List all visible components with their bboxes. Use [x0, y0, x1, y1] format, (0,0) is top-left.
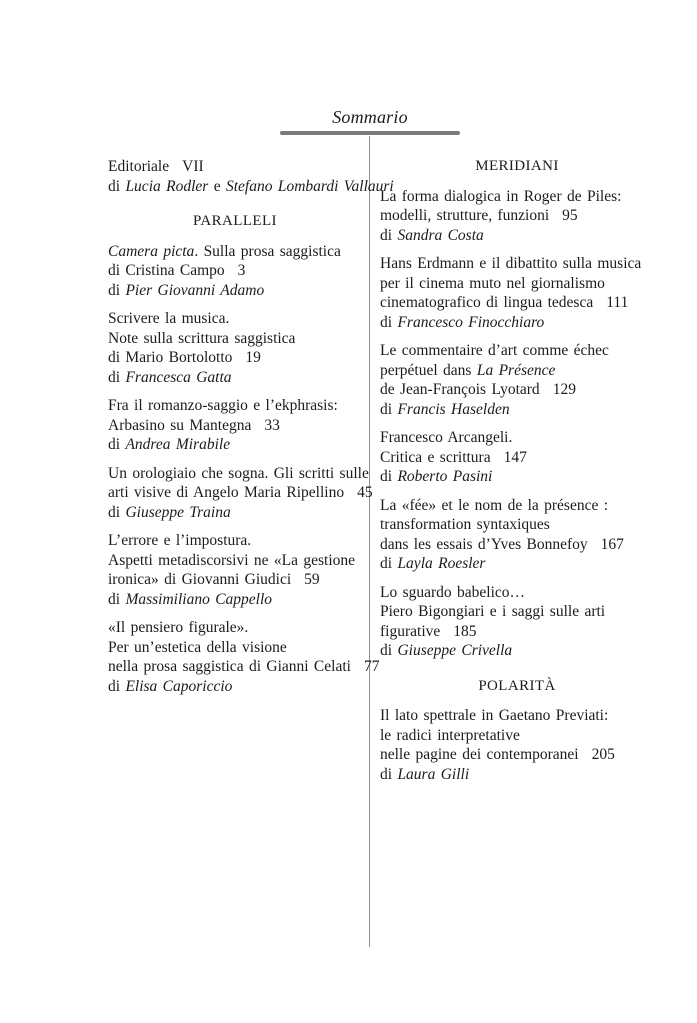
page-number: 33 [264, 416, 280, 434]
plain-text: Piero Bigongiari e i saggi sulle arti [380, 603, 606, 620]
toc-entry-line [380, 554, 654, 574]
toc-column-right [380, 157, 654, 793]
plain-text: cinematografico di lingua tedesca [380, 294, 594, 311]
plain-text: di Cristina Campo [108, 262, 225, 279]
toc-entry-line [108, 638, 362, 658]
title-rule [280, 131, 460, 135]
toc-entry-line [380, 187, 654, 207]
italic-text: Stefano Lombardi Vallauri [225, 177, 394, 195]
toc-entry-line [380, 745, 654, 765]
page-number: 95 [562, 207, 578, 224]
italic-text: Sandra Costa [397, 226, 484, 244]
toc-entry-line [380, 226, 654, 246]
plain-text: Aspetti metadiscorsivi ne «La gestione [108, 551, 356, 569]
toc-entry-line [380, 448, 654, 468]
plain-text: Francesco Arcangeli. [380, 429, 513, 446]
toc-entry [108, 157, 394, 196]
page-header [280, 106, 460, 135]
italic-text: La Présence [476, 361, 556, 379]
toc-entry-line [380, 467, 654, 487]
toc-entry-line [380, 293, 654, 313]
toc-entry-line [108, 157, 362, 177]
toc-entry-line [380, 428, 654, 448]
toc-entry-line [380, 274, 654, 294]
plain-text: nelle pagine dei contemporanei [380, 746, 579, 763]
toc-entry [380, 583, 654, 661]
toc-entry-line [380, 206, 654, 226]
italic-text: Pier Giovanni Adamo [125, 281, 265, 299]
plain-text: Fra il romanzo-saggio e l’ekphrasis: [108, 397, 338, 414]
toc-entry-line [108, 551, 362, 571]
plain-text: transformation syntaxiques [380, 516, 550, 533]
italic-text: Layla Roesler [397, 555, 486, 572]
plain-text: La «fée» et le nom de la présence : [380, 496, 609, 514]
plain-text: figurative [380, 622, 441, 640]
toc-entry-line [108, 396, 362, 416]
plain-text: Hans Erdmann e il dibattito sulla musica [380, 255, 642, 272]
toc-entry [108, 309, 362, 387]
plain-text: de Jean-François Lyotard [380, 381, 540, 398]
toc-entry-line [380, 496, 654, 516]
toc-entry-line [108, 657, 380, 677]
plain-text: di [380, 468, 398, 485]
toc-entry-line [380, 765, 654, 785]
toc-entry-line [380, 535, 654, 555]
italic-text: Camera picta [108, 242, 195, 260]
toc-entry-line [108, 242, 362, 262]
plain-text: Lo sguardo babelico… [380, 583, 526, 601]
page-number: 45 [357, 484, 373, 501]
page-number: 167 [600, 535, 624, 553]
plain-text: Un orologiaio che sogna. Gli scritti sulle [108, 464, 369, 482]
toc-entry-line [108, 329, 362, 349]
plain-text: La forma dialogica in Roger de Piles: [380, 187, 622, 205]
italic-text: Francis Haselden [397, 400, 510, 418]
toc-entry-line [108, 177, 394, 197]
page-number: 147 [503, 448, 527, 466]
column-divider-line [369, 136, 370, 947]
toc-entry [380, 254, 654, 332]
plain-text: Critica e scrittura [380, 448, 491, 466]
toc-entry-line [108, 348, 362, 368]
page-number: 3 [237, 262, 246, 279]
italic-text: Massimiliano Cappello [125, 590, 273, 608]
page-number: 185 [453, 622, 477, 640]
italic-text: Lucia Rodler [125, 177, 209, 195]
toc-entry-line [108, 416, 362, 436]
plain-text: di [108, 368, 126, 386]
toc-entry-line [380, 602, 654, 622]
page-title: Sommario [332, 107, 408, 127]
plain-text: Scrivere la musica. [108, 310, 230, 327]
toc-entry [108, 618, 380, 696]
page-number: 205 [591, 746, 615, 763]
toc-entry-line [108, 503, 362, 523]
plain-text: Le commentaire d’art comme échec [380, 342, 609, 359]
toc-entry-line [108, 677, 362, 697]
toc-entry [108, 531, 362, 609]
plain-text: . Sulla prosa saggistica [194, 242, 341, 260]
italic-text: Giuseppe Traina [125, 503, 231, 521]
plain-text: per il cinema muto nel giornalismo [380, 274, 605, 292]
toc-entry [380, 428, 654, 487]
plain-text: arti visive di Angelo Maria Ripellino [108, 484, 345, 501]
toc-entry [380, 706, 654, 784]
italic-text: Francesco Finocchiaro [397, 313, 545, 331]
plain-text: di [108, 590, 126, 608]
toc-entry-line [380, 361, 654, 381]
page-number: VII [182, 158, 204, 175]
plain-text: di [380, 313, 398, 331]
toc-entry-line [380, 726, 654, 746]
toc-entry [108, 464, 373, 523]
italic-text: Elisa Caporiccio [125, 677, 233, 695]
toc-entry-line [380, 313, 654, 333]
toc-entry-line [108, 435, 362, 455]
plain-text: di [380, 642, 398, 659]
toc-entry-line [380, 641, 654, 661]
plain-text: «Il pensiero figurale». [108, 619, 249, 636]
plain-text: di [380, 555, 398, 572]
plain-text: di [380, 765, 398, 783]
toc-entry [108, 396, 362, 455]
page-number: 129 [552, 381, 576, 398]
italic-text: Francesca Gatta [125, 368, 232, 386]
plain-text: di [380, 226, 398, 244]
toc-entry-line [108, 464, 369, 484]
toc-entry-line [380, 706, 654, 726]
toc-entry-line [108, 531, 362, 551]
toc-entry-line [380, 380, 654, 400]
plain-text: Per un’estetica della visione [108, 638, 287, 656]
plain-text: modelli, strutture, funzioni [380, 207, 550, 224]
section-heading: MERIDIANI [475, 158, 559, 174]
toc-entry [380, 496, 654, 574]
toc-entry-line [108, 618, 362, 638]
toc-entry-line [380, 622, 654, 642]
plain-text: ironica» di Giovanni Giudici [108, 571, 292, 588]
plain-text: L’errore e l’impostura. [108, 532, 252, 549]
toc-entry-line [380, 515, 654, 535]
plain-text: Il lato spettrale in Gaetano Previati: [380, 707, 609, 724]
toc-entry-line [108, 309, 362, 329]
toc-entry-line [380, 341, 654, 361]
plain-text: perpétuel dans [380, 361, 477, 379]
plain-text: di [108, 177, 126, 195]
section-heading: PARALLELI [193, 213, 277, 229]
toc-entry [380, 341, 654, 419]
toc-entry-line [108, 483, 373, 503]
plain-text: nella prosa saggistica di Gianni Celati [108, 658, 351, 675]
toc-entry [108, 242, 362, 301]
toc-entry-line [380, 400, 654, 420]
toc-entry-line [108, 590, 362, 610]
page-number: 19 [245, 349, 261, 366]
toc-entry-line [108, 261, 362, 281]
page-number: 59 [304, 571, 320, 588]
plain-text: di [380, 400, 398, 418]
plain-text: di Mario Bortolotto [108, 349, 233, 366]
plain-text: di [108, 677, 126, 695]
toc-entry-line [108, 281, 362, 301]
plain-text: di [108, 281, 126, 299]
toc-entry [380, 187, 654, 246]
plain-text: Editoriale [108, 158, 170, 175]
plain-text: Note sulla scrittura saggistica [108, 329, 296, 347]
page-number: 77 [363, 658, 380, 675]
plain-text: e [208, 177, 226, 195]
plain-text: di [108, 436, 126, 453]
toc-entry-line [108, 570, 362, 590]
italic-text: Giuseppe Crivella [397, 642, 513, 659]
italic-text: Andrea Mirabile [125, 436, 231, 453]
toc-column-left [108, 157, 394, 705]
toc-entry-line [380, 254, 654, 274]
toc-entry-line [380, 583, 654, 603]
italic-text: Roberto Pasini [397, 468, 493, 485]
plain-text: Arbasino su Mantegna [108, 416, 252, 434]
plain-text: di [108, 503, 126, 521]
section-heading: POLARITÀ [478, 677, 556, 694]
italic-text: Laura Gilli [397, 765, 470, 783]
plain-text: le radici interpretative [380, 726, 520, 744]
page-number: 111 [606, 294, 629, 311]
plain-text: dans les essais d’Yves Bonnefoy [380, 535, 588, 553]
toc-entry-line [108, 368, 362, 388]
